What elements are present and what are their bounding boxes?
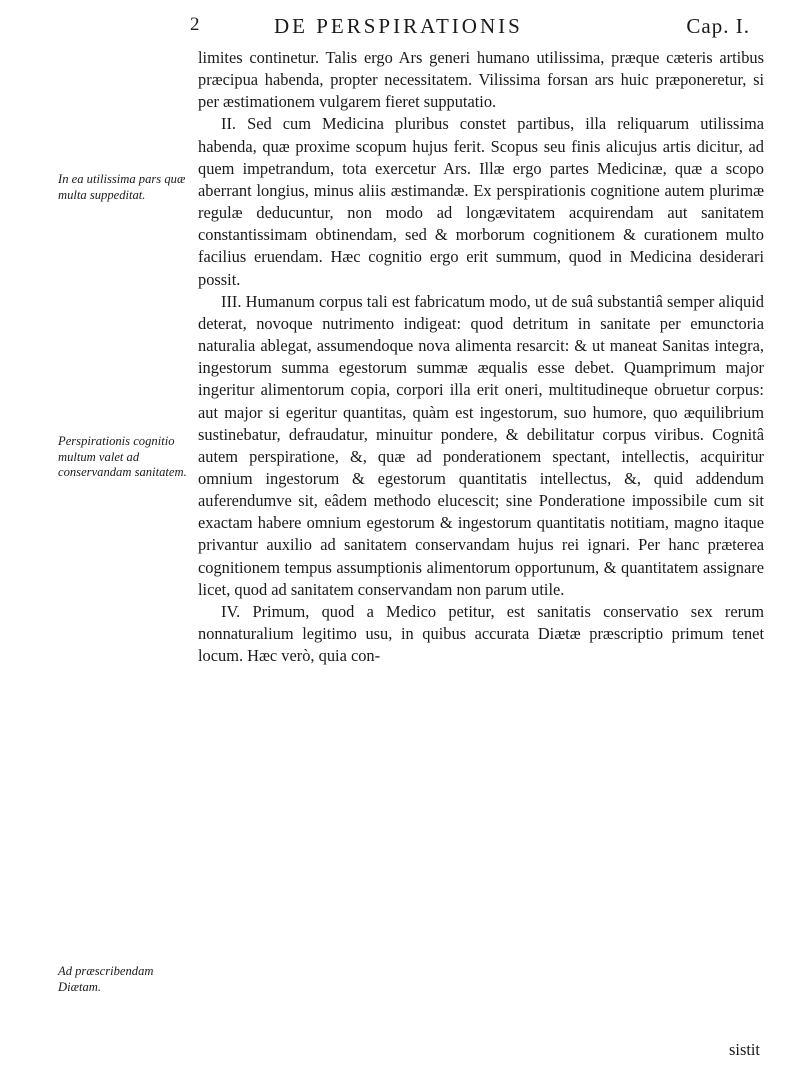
running-header <box>190 10 750 38</box>
margin-note-perspirationis: Perspirationis cognitio multum valet ad conservandam sanitatem. <box>58 434 187 480</box>
catchword: sistit <box>729 1040 760 1059</box>
section-number: IV. <box>221 601 241 621</box>
section-number: III. <box>221 291 242 311</box>
paragraph-section-3 <box>198 291 764 601</box>
paragraph-text: Sed cum Medicina pluribus constet partibus, illa reliquarum utilissima habenda, quæ proxime scopum hujus ferit. Scopus seu finis alicujus artis dicitur, ad quem impetrandum, tota exercetur Ars. Illæ ergo partes Medicinæ, quæ a scopo aberrant longius, minus aliis æstimandæ. Ex perspirationis cognitione autem plurimæ regulæ deducuntur, non modo ad longævitatem acquirendam aut sanitatem constantissimam obtinendam, sed & morborum cognitionem & curationem multo facilius eruendam. Hæc cognitio ergo erit summum, quod in Medicina desiderari possit. <box>198 114 764 289</box>
paragraph-section-2 <box>198 113 764 290</box>
margin-note-diaetam: Ad præscribendam Diætam. <box>58 964 154 994</box>
paragraph-section-4 <box>198 601 764 667</box>
margin-note-utilissima: In ea utilissima pars quæ multa suppeditat. <box>58 172 186 202</box>
paragraph-text: Primum, quod a Medico petitur, est sanitatis conservatio sex rerum nonnaturalium legitimo usu, in quibus accurata Diætæ præscriptio primum tenet locum. Hæc verò, quia con- <box>198 601 764 666</box>
main-text-column <box>198 47 764 667</box>
chapter-label: Cap. I. <box>686 14 750 38</box>
paragraph-text: Humanum corpus tali est fabricatum modo, ut de suâ substantiâ semper aliquid deterat, novoque nutrimento indigeat: quod detritum in sanitate per emunctoria naturalia ablegat, assumendoque nova alimenta resarcit: & ut maneat Sanitas integra, ingestorum summa egestorum summæ æqualis esse debet. Quamprimum major ingeritur alimentorum copia, corpori illa erit oneri, multitudineque obruetur corpus: aut major si egeritur quantitas, quàm est ingestorum, suo humore, quo æquilibrium sustinebatur, defraudatur, minuitur pondere, & debilitatur corpus viribus. Cognitâ autem perspiratione, &, quæ ad ponderationem spectant, intellectis, acquiritur omnium ingestorum & egestorum quantitatis intellectus, &, quid addendum auferendumve sit, eâdem methodo elucescit; sine Ponderatione impossibile cum sit exactam habere omnium egestorum & ingestorum quantitatis notitiam, magno itaque privantur auxilio ad sanitatem conservandam hujus rei ignari. Per hanc præterea cognitionem tempus assumptionis alimentorum opportunum, & quantitatem assignare licet, quod ad sanitatem conservandam non parum utile. <box>198 291 764 599</box>
page-number: 2 <box>190 14 202 35</box>
section-number: II. <box>221 114 237 134</box>
paragraph-text: limites continetur. Talis ergo Ars generi humano utilissima, præque cæteris artibus præcipua habenda, propter necessitatem. Vilissima forsan ars huic præponeretur, si per æstimationem vulgarem fieret supputatio. <box>198 48 764 112</box>
paragraph-intro <box>198 47 764 113</box>
running-title: DE PERSPIRATIONIS <box>274 14 523 38</box>
